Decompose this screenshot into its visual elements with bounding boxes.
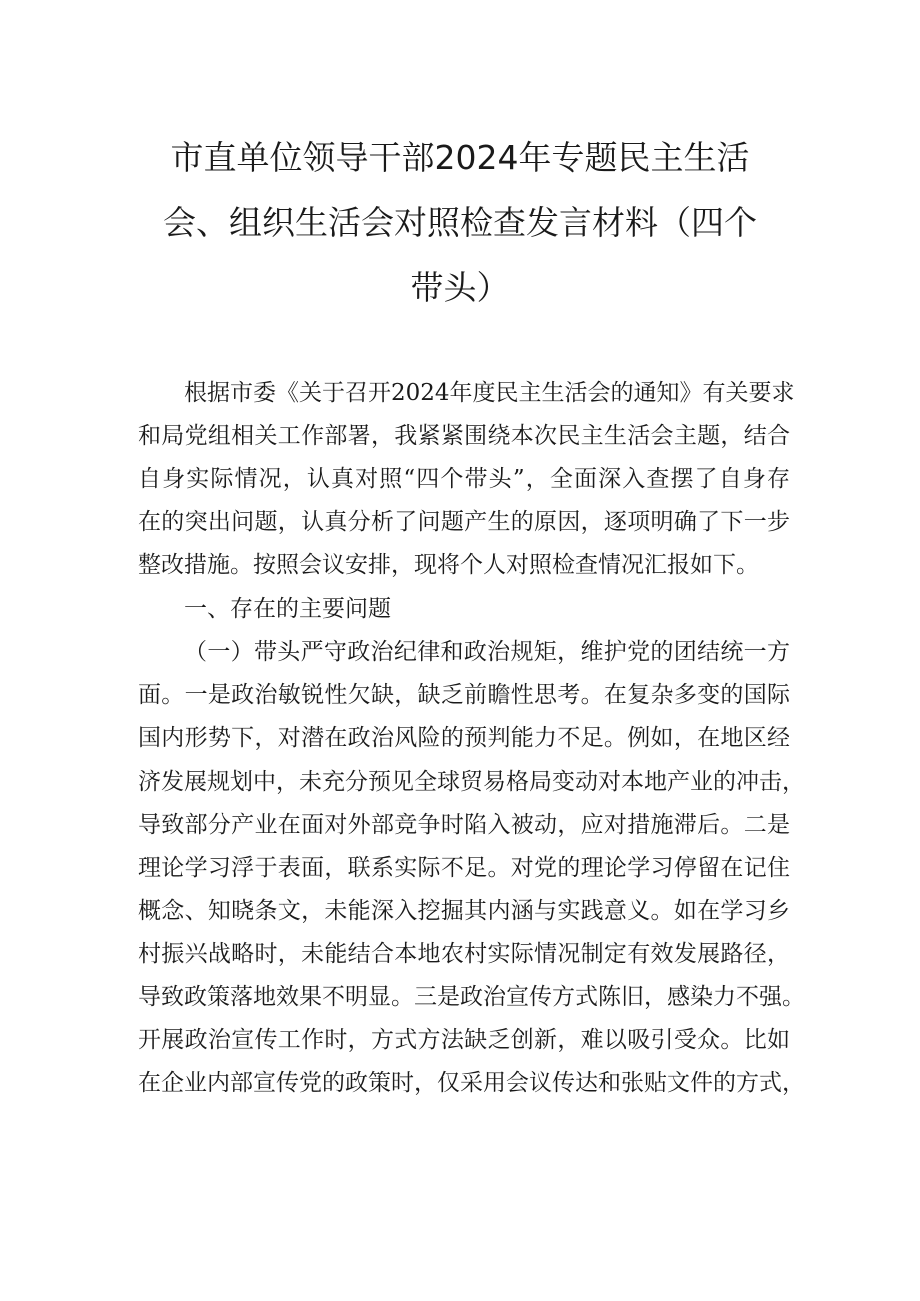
- section1-line-9: 导致政策落地效果不明显。三是政治宣传方式陈旧，感染力不强。: [138, 984, 805, 1010]
- section1-line-2: 面。一是政治敏锐性欠缺，缺乏前瞻性思考。在复杂多变的国际: [138, 682, 790, 708]
- section1-line-11: 在企业内部宣传党的政策时，仅采用会议传达和张贴文件的方式，: [138, 1070, 805, 1096]
- intro-line-4: 在的突出问题，认真分析了问题产生的原因，逐项明确了下一步: [138, 509, 790, 535]
- intro-line-2: 和局党组相关工作部署，我紧紧围绕本次民主生活会主题，结合: [138, 423, 790, 449]
- section-heading: 一、存在的主要问题: [184, 596, 391, 622]
- intro-line-3: 自身实际情况，认真对照“四个带头”，全面深入查摆了自身存: [138, 466, 790, 492]
- section1-line-6: 理论学习浮于表面，联系实际不足。对党的理论学习停留在记住: [138, 855, 790, 881]
- section1-line-8: 村振兴战略时，未能结合本地农村实际情况制定有效发展路径，: [138, 941, 790, 967]
- section1-line-5: 导致部分产业在面对外部竞争时陷入被动，应对措施滞后。二是: [138, 812, 790, 838]
- section1-line-7: 概念、知晓条文，未能深入挖掘其内涵与实践意义。如在学习乡: [138, 898, 790, 924]
- intro-line-5: 整改措施。按照会议安排，现将个人对照检查情况汇报如下。: [138, 552, 759, 578]
- document-title-line-3: 带头）: [410, 268, 510, 307]
- section1-line-1: （一）带头严守政治纪律和政治规矩，维护党的团结统一方: [184, 639, 790, 665]
- section1-line-4: 济发展规划中，未充分预见全球贸易格局变动对本地产业的冲击，: [138, 769, 805, 795]
- section1-line-10: 开展政治宣传工作时，方式方法缺乏创新，难以吸引受众。比如: [138, 1027, 790, 1053]
- section1-line-3: 国内形势下，对潜在政治风险的预判能力不足。例如，在地区经: [138, 725, 790, 751]
- document-title-line-2: 会、组织生活会对照检查发言材料（四个: [163, 203, 757, 242]
- document-title-line-1: 市直单位领导干部2024年专题民主生活: [170, 138, 750, 177]
- intro-line-1: 根据市委《关于召开2024年度民主生活会的通知》有关要求: [184, 380, 795, 406]
